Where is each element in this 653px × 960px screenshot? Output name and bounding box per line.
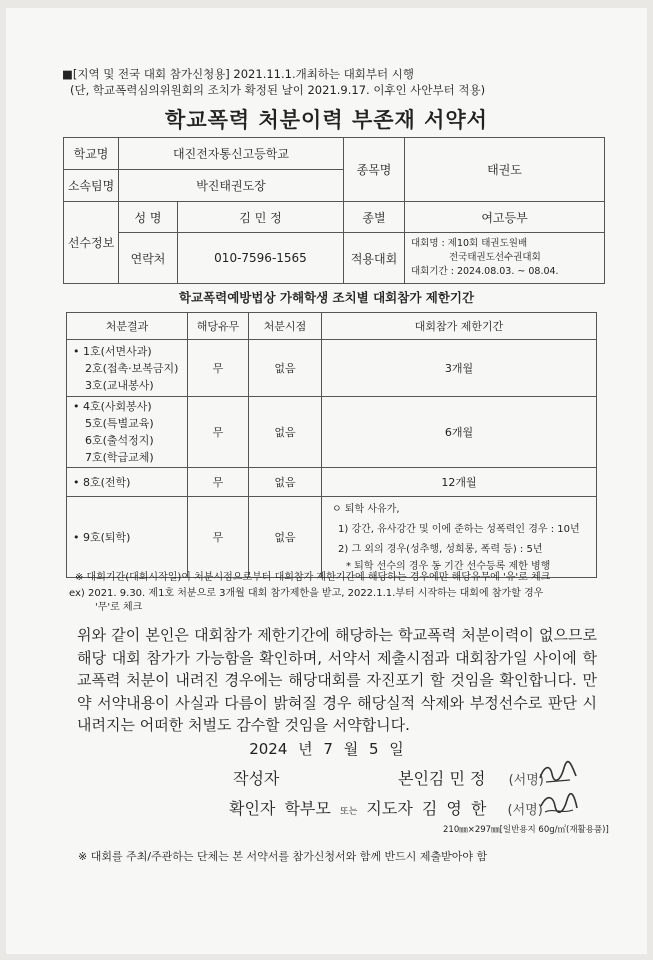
category-label: 종별 — [344, 202, 405, 233]
limit-cell: 12개월 — [322, 468, 597, 497]
limit-cell: 6개월 — [322, 397, 597, 468]
header-limit: 대회참가 제한기간 — [322, 313, 597, 340]
limit-cell: 3개월 — [322, 340, 597, 397]
writer-handwritten-signature — [536, 760, 580, 786]
table-row — [67, 497, 597, 578]
contact-value: 010-7596-1565 — [178, 233, 344, 284]
competition-label: 적용대회 — [344, 233, 405, 284]
pledge-paragraph: 위와 같이 본인은 대회참가 제한기간에 해당하는 학교폭력 처분이력이 없으므로 해당 대회 참가가 가능함을 확인하며, 서약서 제출시점과 대회참가일 사이에 학교폭력 처분이 내려진 경우에는 해당대회를 자진포기 할 것임을 확인합니다. 만약 서약내용이 사실과 다름이 밝혀질 경우 해당실적 삭제와 부정선수로 판단 시 내려지는 어떠한 처벌도 감수할 것임을 서약합니다. — [77, 626, 597, 734]
limit-line: * 퇴학 선수의 경우 동 기간 선수등록 제한 병행 — [346, 561, 551, 572]
event-value: 태권도 — [405, 138, 605, 202]
footnote-line-3: '무'로 체크 — [95, 602, 143, 613]
table-row — [67, 468, 597, 497]
pledge-date: 2024 년 7 월 5 일 — [249, 740, 404, 758]
event-label: 종목명 — [344, 138, 405, 202]
result-cell — [67, 397, 188, 468]
footnote-line-2: ex) 2021. 9.30. 제1호 처분으로 3개월 대회 참가제한을 받고, 2022.1.1.부터 시작하는 대회에 참가할 경우 — [69, 588, 544, 599]
result-cell — [67, 497, 188, 578]
school-label: 학교명 — [64, 138, 119, 170]
competition-info — [405, 233, 605, 284]
result-item: • 4호(사회봉사) — [73, 400, 152, 413]
writer-name: 김 민 정 — [428, 769, 486, 788]
result-cell — [67, 468, 188, 497]
timing-cell: 없음 — [249, 468, 322, 497]
applicant-info-table — [63, 137, 605, 284]
applicable-cell: 무 — [188, 497, 249, 578]
header-applicable: 해당유무 — [188, 313, 249, 340]
competition-name-line-2: 전국태권도선수권대회 — [449, 252, 541, 263]
table-row — [67, 340, 597, 397]
applicable-cell: 무 — [188, 468, 249, 497]
result-item: 2호(접촉·보복금지) — [85, 361, 179, 375]
penalty-header-row — [67, 313, 597, 340]
limit-cell — [322, 497, 597, 578]
writer-seal-label: (서명) — [508, 773, 544, 788]
competition-period: 대회기간 : 2024.08.03. ~ 08.04. — [411, 266, 559, 277]
timing-cell: 없음 — [249, 397, 322, 468]
notice-line-1: ■[지역 및 전국 대회 참가신청용] 2021.11.1.개최하는 대회부터 시행 — [62, 67, 415, 81]
limit-line: 1) 강간, 유사강간 및 이에 준하는 성폭력인 경우 : 10년 — [338, 524, 580, 535]
name-value: 김 민 정 — [178, 202, 344, 233]
penalty-table — [66, 312, 597, 578]
confirmer-role-parent: 학부모 — [284, 799, 331, 818]
writer-role: 본인 — [398, 769, 429, 788]
confirmer-name: 김 영 한 — [421, 799, 487, 818]
paper-spec: 210㎜×297㎜[일반용지 60g/㎡(재활용품)] — [443, 825, 609, 835]
footnote-line-1: ※ 대회기간(대회시작일)이 처분시점으로부터 대회참가 제한기간에 해당하는 경우에만 해당유무에 '유'로 체크 — [75, 572, 551, 583]
result-item: • 9호(퇴학) — [73, 530, 131, 544]
submission-note: ※ 대회를 주최/주관하는 단체는 본 서약서를 참가신청서와 함께 반드시 제출받아야 함 — [78, 850, 488, 863]
team-label: 소속팀명 — [64, 170, 119, 202]
athlete-info-label: 선수정보 — [64, 202, 119, 284]
confirmer-handwritten-signature — [537, 790, 581, 818]
limit-line: ㅇ 퇴학 사유가, — [332, 504, 400, 515]
limit-line: 2) 그 외의 경우(성추행, 성희롱, 폭력 등) : 5년 — [338, 544, 543, 555]
result-item: • 8호(전학) — [73, 475, 131, 489]
confirmer-or: 또는 — [339, 807, 358, 817]
school-value: 대진전자통신고등학교 — [119, 138, 344, 170]
result-item: • 1호(서면사과) — [73, 344, 152, 358]
restriction-subtitle: 학교폭력예방법상 가해학생 조치별 대회참가 제한기간 — [178, 290, 475, 305]
competition-name-line-1: 대회명 : 제10회 태권도원배 — [411, 238, 528, 249]
confirmer-seal-label: (서명) — [507, 803, 543, 818]
confirmer-label: 확인자 — [229, 799, 276, 818]
result-item: 7호(학급교체) — [85, 451, 154, 464]
applicable-cell: 무 — [188, 340, 249, 397]
category-value: 여고등부 — [405, 202, 605, 233]
notice-line-2: (단, 학교폭력심의위원회의 조치가 확정된 날이 2021.9.17. 이후인 사안부터 적용) — [70, 83, 486, 97]
table-row — [67, 397, 597, 468]
document-title: 학교폭력 처분이력 부존재 서약서 — [165, 108, 488, 132]
writer-label: 작성자 — [233, 769, 280, 788]
applicable-cell: 무 — [188, 397, 249, 468]
result-cell — [67, 340, 188, 397]
result-item: 6호(출석정지) — [85, 434, 154, 447]
result-item: 3호(교내봉사) — [85, 378, 154, 392]
confirmer-role-coach: 지도자 — [366, 799, 413, 818]
timing-cell: 없음 — [249, 497, 322, 578]
name-label: 성 명 — [119, 202, 178, 233]
result-item: 5호(특별교육) — [85, 417, 154, 430]
timing-cell: 없음 — [249, 340, 322, 397]
header-timing: 처분시점 — [249, 313, 322, 340]
writer-signature-line — [398, 766, 544, 789]
header-result: 처분결과 — [67, 313, 188, 340]
contact-label: 연락처 — [119, 233, 178, 284]
team-value: 박진태권도장 — [119, 170, 344, 202]
confirmer-signature-line — [229, 796, 543, 819]
